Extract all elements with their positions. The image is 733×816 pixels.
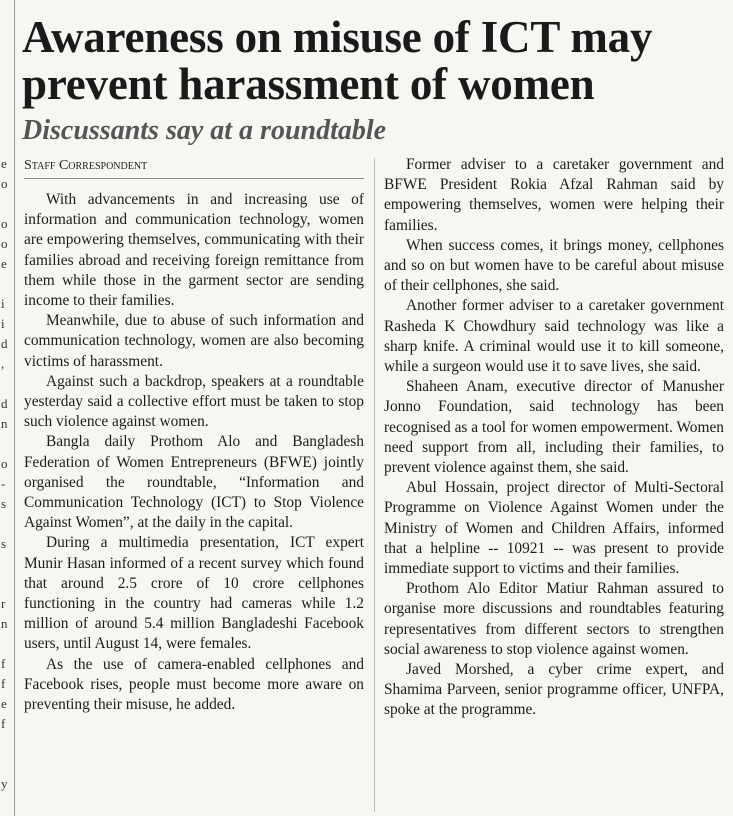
paragraph: Abul Hossain, project director of Multi-Sectoral Programme on Violence Against Women under the Ministry of Women and Children Affairs, informed that a helpline -- 10921 -- was present to provide immediate support to victims and their families. <box>384 479 724 578</box>
byline: Staff Correspondent <box>24 157 364 179</box>
paragraph: Javed Morshed, a cyber crime expert, and Shamima Parveen, senior programme officer, UNFPA, spoke at the programme. <box>384 661 724 719</box>
headline: Awareness on misuse of ICT may prevent harassment of women <box>22 12 653 109</box>
edge-letter: f <box>1 676 6 691</box>
edge-letter: i <box>1 316 5 331</box>
paragraph: As the use of camera-enabled cellphones and Facebook rises, people must become more aware on preventing their misuse, he added. <box>24 655 364 714</box>
edge-letter: s <box>1 536 7 551</box>
edge-letter: e <box>1 256 7 271</box>
edge-letter: e <box>1 696 7 711</box>
paragraph: Former adviser to a caretaker government and BFWE President Rokia Afzal Rahman said by empowering themselves, women were helping their families. <box>384 156 724 234</box>
column-divider <box>374 158 375 812</box>
edge-letter: n <box>1 416 8 431</box>
paragraph: Prothom Alo Editor Matiur Rahman assured to organise more discussions and roundtables featuring representatives from different sectors to strengthen social awareness to stop violence against women. <box>384 580 724 658</box>
paragraph: During a multimedia presentation, ICT expert Munir Hasan informed of a recent survey which found that around 2.5 crore of 10 crore cellphones functioning in the country had cameras while 1.2 million of around 5.4 million Bangladeshi Facebook users, until August 14, were females. <box>24 534 364 653</box>
paragraph: Against such a backdrop, speakers at a roundtable yesterday said a collective effort must be taken to stop such violence against women. <box>24 372 364 431</box>
edge-letter: o <box>1 176 8 191</box>
paragraph: Another former adviser to a caretaker government Rasheda K Chowdhury said technology was like a sharp knife. A criminal would use it to kill someone, while a surgeon would use it to save lives, she said. <box>384 297 724 376</box>
edge-letter: r <box>1 596 6 611</box>
edge-letter: e <box>1 156 7 171</box>
edge-letter: - <box>1 476 6 491</box>
article-column-2 <box>384 155 724 721</box>
edge-letter: f <box>1 656 6 671</box>
paragraph: Shaheen Anam, executive director of Manusher Jonno Foundation, said technology has been recognised as a tool for women empowerment. Women need support from all, including their families, to prevent violence against them, she said. <box>384 378 724 477</box>
paragraph: With advancements in and increasing use of information and communication technology, women are empowering themselves, communicating with their families abroad and receiving foreign remittance from them while those in the garment sector are sending income to their families. <box>24 191 364 310</box>
subheadline: Discussants say at a roundtable <box>22 115 387 146</box>
edge-letter: f <box>1 716 6 731</box>
article-column-1 <box>24 190 364 715</box>
paragraph: Bangla daily Prothom Alo and Bangladesh Federation of Women Entrepreneurs (BFWE) jointly organised the roundtable, “Information and Communication Technology (ICT) to Stop Violence Against Women”, at the daily in the capital. <box>24 433 364 532</box>
paragraph: Meanwhile, due to abuse of such information and communication technology, women are also becoming victims of harassment. <box>24 312 364 370</box>
edge-letter: s <box>1 496 7 511</box>
edge-letter: , <box>1 356 5 371</box>
edge-letter: o <box>1 216 8 231</box>
edge-letter: d <box>1 396 8 411</box>
paragraph: When success comes, it brings money, cellphones and so on but women have to be careful about misuse of their cellphones, she said. <box>384 236 724 295</box>
edge-letter: o <box>1 456 8 471</box>
edge-letter: o <box>1 236 8 251</box>
adjacent-column-edge <box>0 0 15 816</box>
edge-letter: i <box>1 296 5 311</box>
edge-letter: d <box>1 336 8 351</box>
edge-letter: n <box>1 616 8 631</box>
edge-letter: y <box>1 776 8 791</box>
